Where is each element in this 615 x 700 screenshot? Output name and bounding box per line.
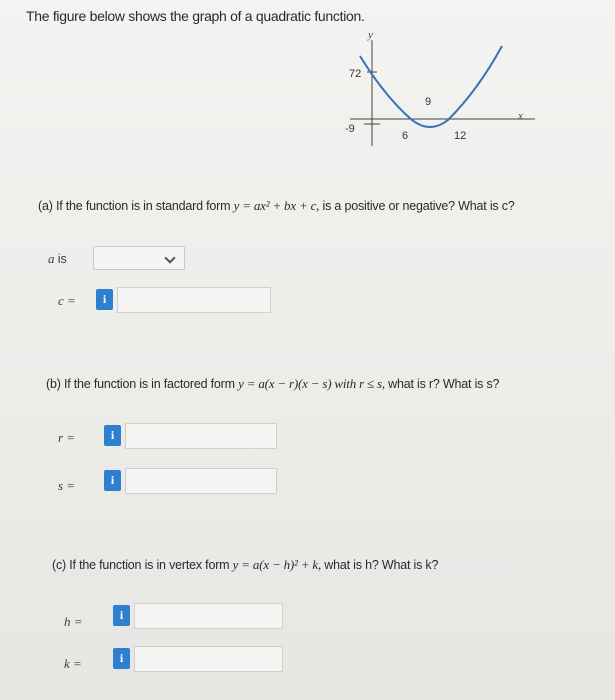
c-input[interactable] xyxy=(117,287,271,313)
y-tick-72: 72 xyxy=(349,68,362,80)
a-is-label xyxy=(48,251,67,267)
r-answer xyxy=(104,423,277,449)
part-b-equation: y = a(x − r)(x − s) with r ≤ s, xyxy=(238,376,385,391)
part-a-prefix: (a) If the function is in standard form xyxy=(38,199,231,213)
x-tick-neg9: -9 xyxy=(345,123,355,135)
a-sign-dropdown[interactable] xyxy=(93,246,185,270)
info-icon[interactable]: i xyxy=(104,425,121,446)
s-input[interactable] xyxy=(125,468,277,494)
k-answer xyxy=(113,646,283,672)
s-answer xyxy=(104,468,277,494)
h-input[interactable] xyxy=(134,603,283,629)
y-axis-label: y xyxy=(368,29,373,41)
info-icon[interactable]: i xyxy=(113,648,130,669)
part-a-suffix: is a positive or negative? What is c? xyxy=(322,199,515,213)
part-a-question xyxy=(38,198,515,214)
info-icon[interactable]: i xyxy=(96,289,113,310)
intro-text: The figure below shows the graph of a quadratic function. xyxy=(26,8,365,24)
part-c-equation: y = a(x − h)² + k, xyxy=(232,557,322,572)
info-icon[interactable]: i xyxy=(113,605,130,626)
part-b-question xyxy=(46,376,499,392)
r-input[interactable] xyxy=(125,423,277,449)
info-icon[interactable]: i xyxy=(104,470,121,491)
part-c-question xyxy=(52,557,438,573)
k-input[interactable] xyxy=(134,646,283,672)
part-c-prefix: (c) If the function is in vertex form xyxy=(52,558,230,572)
x-tick-6: 6 xyxy=(402,130,409,142)
part-b-prefix: (b) If the function is in factored form xyxy=(46,377,235,391)
s-label: s = xyxy=(58,478,76,493)
chevron-down-icon xyxy=(164,252,175,263)
r-label: r = xyxy=(58,430,76,445)
quadratic-graph xyxy=(330,28,550,148)
is-word: is xyxy=(57,252,67,266)
x-axis-label: x xyxy=(518,110,523,122)
a-variable: a xyxy=(48,251,55,266)
vertex-x-label: 9 xyxy=(425,96,432,108)
k-label: k = xyxy=(64,656,82,671)
h-answer xyxy=(113,603,283,629)
part-c-suffix: what is h? What is k? xyxy=(324,558,439,572)
c-label: c = xyxy=(58,293,76,308)
part-a-equation: y = ax² + bx + c, xyxy=(233,198,320,213)
parabola-curve xyxy=(360,46,502,127)
c-answer xyxy=(96,287,271,313)
part-b-suffix: what is r? What is s? xyxy=(388,377,500,391)
h-label: h = xyxy=(64,614,83,629)
x-tick-12: 12 xyxy=(454,130,467,142)
